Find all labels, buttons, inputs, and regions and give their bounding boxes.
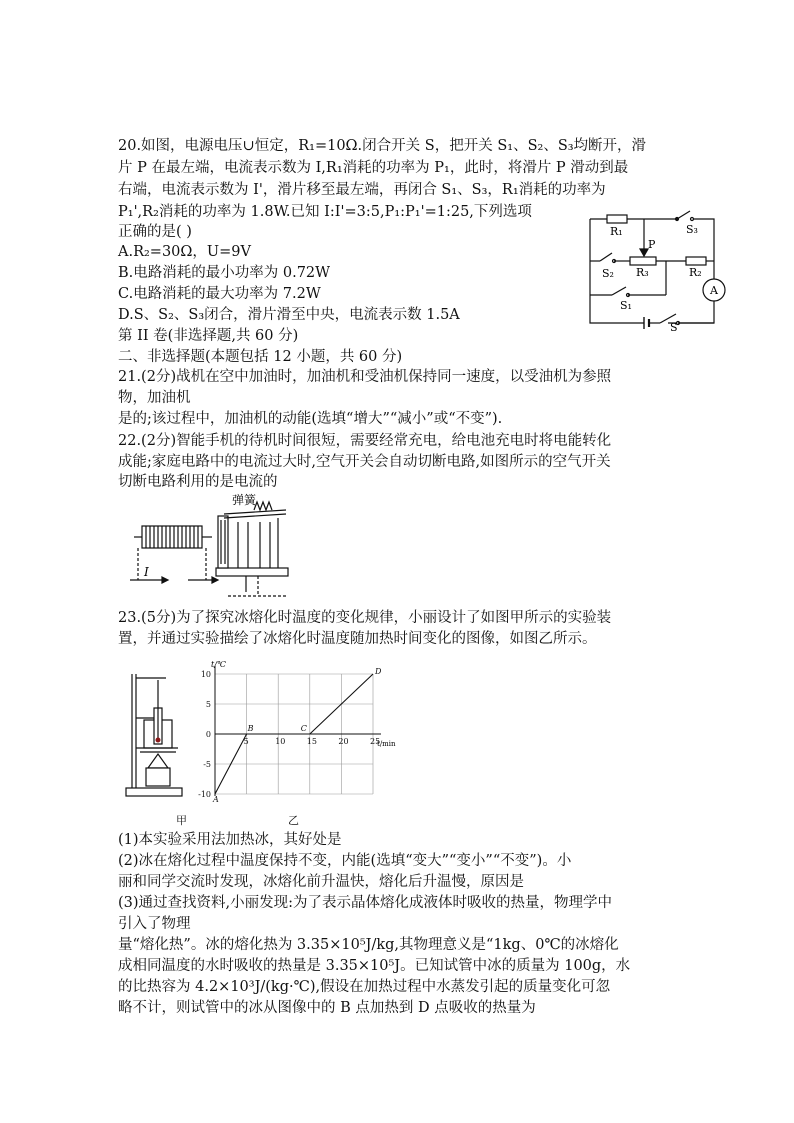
alcohol-lamp-flame [148, 754, 168, 768]
x-tick-label: 5 [243, 737, 249, 746]
stand-base [126, 788, 182, 796]
caption-yi: 乙 [288, 814, 299, 827]
temperature-time-chart [195, 660, 405, 808]
caption-jia: 甲 [176, 814, 187, 827]
q21-line: 21.(2分)战机在空中加油时，加油机和受油机保持同一速度，以受油机为参照 [118, 369, 612, 385]
y-axis-label: t/℃ [211, 660, 226, 669]
q23-sub-line: 引入了物理 [118, 916, 191, 932]
section-heading: 二、非选择题(本题包括 12 小题，共 60 分) [118, 349, 403, 365]
circuit-diagram [582, 205, 732, 333]
q23-sub-line: 的比热容为 4.2×10³J/(kg·℃),假设在加热过程中水蒸发引起的质量变化可忽 [118, 979, 611, 995]
point-label: B [247, 724, 254, 733]
air-switch-figure [128, 492, 298, 602]
q23-sub-line: 丽和同学交流时发现，冰熔化前升温快，熔化后升温慢，原因是 [118, 874, 524, 890]
x-tick-label: 10 [275, 737, 286, 746]
y-tick-label: 5 [205, 700, 211, 709]
q23-line: 置，并通过实验描绘了冰熔化时温度随加热时间变化的图像，如图乙所示。 [118, 631, 597, 647]
s2-switch [600, 253, 612, 261]
r1-resistor [607, 215, 627, 223]
label-spring: 弹簧 [232, 493, 257, 507]
label-r2: R₂ [689, 266, 702, 279]
q20-option-c: C.电路消耗的最大功率为 7.2W [118, 286, 321, 302]
x-tick-label: 25 [370, 737, 381, 746]
s3-switch [677, 211, 690, 219]
pillar [218, 516, 228, 568]
q20-line: 正确的是( ) [118, 224, 192, 240]
q23-sub-line: (1)本实验采用法加热冰，其好处是 [118, 832, 342, 848]
coil [142, 526, 202, 548]
q20-option-d: D.S、S₂、S₃闭合，滑片滑至中央，电流表示数 1.5A [118, 307, 460, 323]
q23-sub-line: 略不计，则试管中的冰从图像中的 B 点加热到 D 点吸收的热量为 [118, 1000, 536, 1016]
x-axis-label: t/min [377, 740, 396, 748]
q22-line: 22.(2分)智能手机的待机时间很短，需要经常充电，给电池充电时将电能转化 [118, 433, 612, 449]
q20-option-b: B.电路消耗的最小功率为 0.72W [118, 265, 331, 281]
r3-resistor [630, 257, 656, 265]
q20-line: P₁',R₂消耗的功率为 1.8W.已知 I:I'=3:5,P₁:P₁'=1:25,下列选项 [118, 204, 532, 220]
label-s: S [670, 321, 678, 333]
r2-resistor [686, 257, 706, 265]
s1-switch [612, 287, 626, 295]
label-a: A [710, 284, 718, 297]
y-tick-label: -5 [203, 760, 211, 769]
label-current: I [144, 565, 149, 579]
q22-line: 切断电路利用的是电流的 [118, 474, 278, 490]
label-r1: R₁ [610, 225, 623, 238]
part-two-title: 第 II 卷(非选择题,共 60 分) [118, 328, 299, 344]
q23-sub-line: (2)冰在熔化过程中温度保持不变，内能(选填“变大”“变小”“不变”)。小 [118, 853, 572, 869]
spring [254, 502, 272, 510]
q20-option-a: A.R₂=30Ω，U=9V [118, 244, 251, 260]
q20-line: 右端，电流表示数为 I'，滑片移至最左端，再闭合 S₁、S₃，R₁消耗的功率为 [118, 182, 606, 198]
q20-line: 片 P 在最左端，电流表示数为 I,R₁消耗的功率为 P₁，此时，将滑片 P 滑动到最 [118, 160, 629, 176]
point-label: D [375, 667, 382, 676]
y-tick-label: 0 [205, 730, 211, 739]
q23-sub-line: (3)通过查找资料,小丽发现:为了表示晶体熔化成液体时吸收的热量，物理学中 [118, 895, 613, 911]
alcohol-lamp [146, 768, 170, 786]
apparatus-figure [122, 668, 186, 800]
q23-sub-line: 量“熔化热”。冰的熔化热为 3.35×10⁵J/kg,其物理意义是“1kg、0℃的冰熔化 [118, 937, 619, 953]
label-s1: S₁ [620, 299, 632, 312]
base [216, 568, 288, 576]
label-r3: R₃ [636, 266, 649, 279]
q20-line: 20.如图，电源电压∪恒定，R₁=10Ω.闭合开关 S，把开关 S₁、S₂、S₃均断开，滑 [118, 138, 647, 154]
x-tick-label: 20 [338, 737, 349, 746]
q23-sub-line: 成相同温度的水时吸收的热量是 3.35×10⁵J。已知试管中冰的质量为 100g，水 [118, 958, 631, 974]
x-tick-label: 15 [306, 737, 317, 746]
label-p: P [648, 238, 656, 251]
q21-line: 是的;该过程中，加油机的动能(选填“增大”“减小”或“不变”). [118, 411, 503, 427]
label-s2: S₂ [602, 267, 614, 280]
point-label: C [300, 724, 307, 733]
y-tick-label: 10 [200, 670, 211, 679]
point-label: A [213, 795, 219, 804]
label-s3: S₃ [686, 223, 698, 236]
q22-line: 成能;家庭电路中的电流过大时,空气开关会自动切断电路,如图所示的空气开关 [118, 454, 611, 470]
y-tick-label: -10 [198, 790, 211, 799]
q23-line: 23.(5分)为了探究冰熔化时温度的变化规律，小丽设计了如图甲所示的实验装 [118, 610, 612, 626]
q21-line: 物，加油机 [118, 390, 191, 406]
